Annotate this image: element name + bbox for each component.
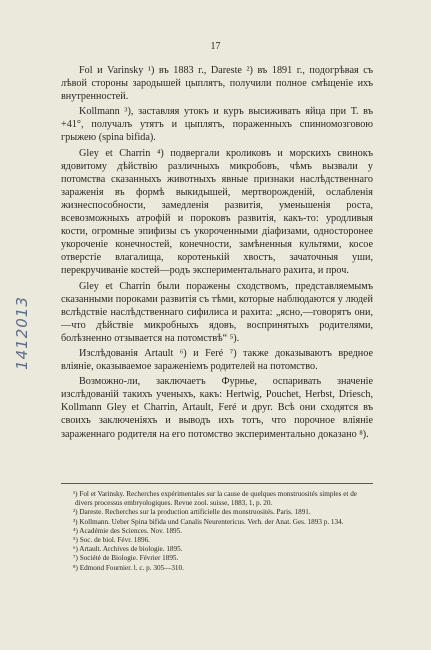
footnote: ²) Dareste. Recherches sur la production artificielle des monstruosités. Paris. 1891.	[73, 508, 311, 517]
body-text	[61, 64, 373, 443]
footnote: ⁷) Société de Biologie. Février 1895.	[73, 554, 179, 563]
library-stamp	[12, 292, 33, 382]
stamp-text: 1412013	[12, 296, 31, 370]
footnote: ⁴) Académie des Sciences. Nov. 1895.	[73, 526, 183, 535]
footnote: ¹) Fol et Varinsky. Recherches expérimentales sur la cause de quelques monstruosités simples et de divers processus embryologiques. Revue zool. suisse, 1883, 1, p. 20.	[73, 490, 357, 508]
footnote: ⁶) Artault. Archives de biologie. 1895.	[73, 545, 183, 554]
paragraph: Возможно-ли, заключаетъ Фурнье, оспаривать значеніе изслѣдованій такихъ ученыхъ, какъ: Hertwig, Pouchet, Herbst, Driesch, Kollmann Gley et Charrin, Artault, Feré и друг. Всѣ они сходятся въ своихъ заключеніяхъ и выводъ ихъ тотъ, что порочное вліяніе зараженнаго родителя на его потомство экспериментально доказано ⁸).	[61, 376, 373, 440]
footnote: ⁸) Edmond Fournier. l. c. p. 305—310.	[73, 563, 184, 572]
paragraph: Fol и Varinsky ¹) въ 1883 г., Dareste ²) въ 1891 г., подогрѣвая съ лѣвой стороны зародышей цыплятъ, получили полное смѣщеніе ихъ внутренностей.	[61, 65, 373, 103]
footnotes	[61, 483, 373, 573]
footnote: ³) Kollmann. Ueber Spina bifida und Canalis Neurentericus. Verh. der Anat. Ges. 1893 p. 134.	[73, 517, 344, 526]
footnote: ⁵) Soc. de biol. Févr. 1896.	[73, 536, 150, 545]
paragraph: Kollmann ³), заставляя утокъ и куръ высиживать яйца при Т. въ +41°, получалъ утятъ и цыплятъ, пораженныхъ спинномозговою грыжею (spina bifida).	[61, 106, 373, 144]
paragraph: Изслѣдованія Artault ⁶) и Feré ⁷) также доказываютъ вредное вліяніе, оказываемое зараженіемъ родителей на потомство.	[61, 347, 373, 373]
paragraph: Gley et Charrin ⁴) подвергали кроликовъ и морскихъ свинокъ ядовитому дѣйствію различныхъ микробовъ, чѣмъ вызвали у потомства сказанныхъ животныхъ явные признаки наслѣдственнаго зараженія въ формѣ выкидышей, мертворожденій, ослабленія жизнеспособности, замедленія развитія, уменьшенія роста, всевозможныхъ атрофій и пороковъ развитія, какъ-то: уродливыя кости, огромные эпифизы съ укороченными діафизами, односторонее укороченіе конечностей, конечности, замѣненныя культями, косое отверстіе влагалища, коротенькій хвостъ, зачаточныя уши, перекручиваніе костей—родъ экспериментальнаго рахита, и проч.	[61, 147, 373, 277]
page-number: 17	[210, 41, 221, 52]
paragraph: Gley et Charrin были поражены сходствомъ, представляемымъ сказанными пороками развитія съ тѣми, которые наблюдаются у людей вслѣдствіе наслѣдственнаго сифилиса и рахита: „ясно,—говорятъ они,—что дѣйствіе микробныхъ ядовъ, воспринятыхъ родителями, болѣзненно отзывается на потомствѣ“ ⁵).	[61, 280, 373, 344]
